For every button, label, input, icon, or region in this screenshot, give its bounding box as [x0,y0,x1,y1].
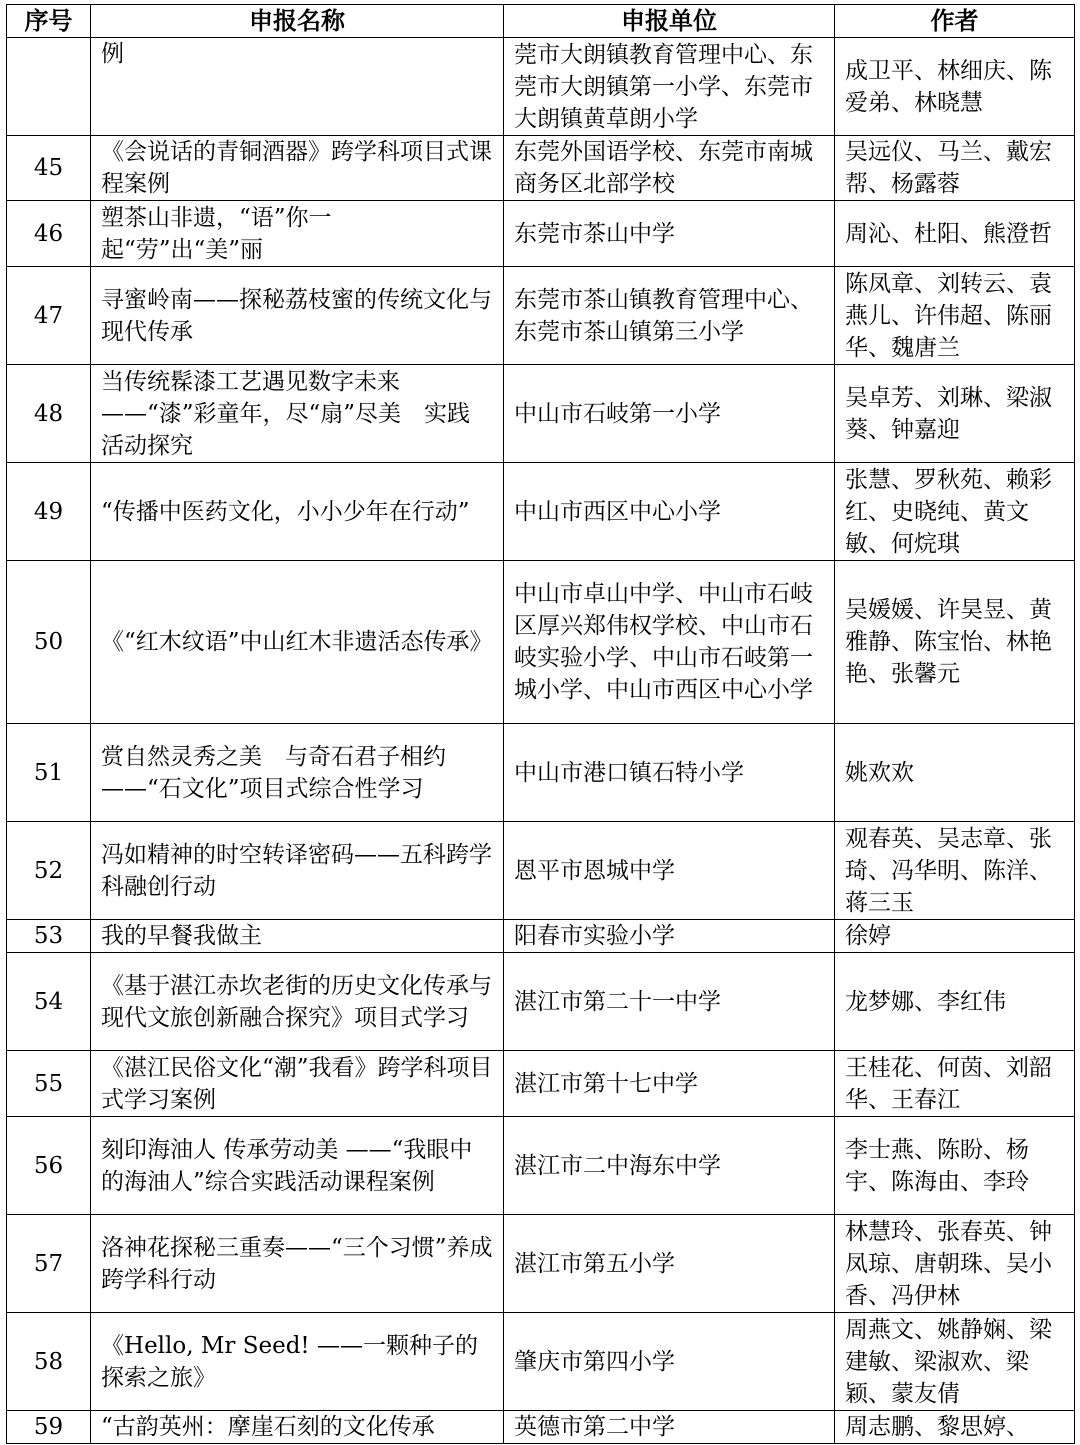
table-row [7,953,1075,1051]
row-unit: 湛江市二中海东中学 [504,1117,835,1215]
row-unit: 英德市第二中学 [504,1411,835,1444]
row-no: 48 [7,365,91,463]
row-author: 李士燕、陈盼、杨宇、陈海由、李玲 [835,1117,1075,1215]
row-author: 林慧玲、张春英、钟凤琼、唐朝珠、吴小香、冯伊林 [835,1215,1075,1313]
row-name: 《“红木纹语”中山红木非遗活态传承》 [91,561,504,724]
row-no: 45 [7,136,91,201]
row-author: 观春英、吴志章、张琦、冯华明、陈洋、蒋三玉 [835,822,1075,920]
row-name: 洛神花探秘三重奏——“三个习惯”养成跨学科行动 [91,1215,504,1313]
row-author: 周燕文、姚静娴、梁建敏、梁淑欢、梁颖、蒙友倩 [835,1313,1075,1411]
header-no: 序号 [7,5,91,38]
row-name: 《湛江民俗文化“潮”我看》跨学科项目式学习案例 [91,1051,504,1117]
row-unit: 中山市西区中心小学 [504,463,835,561]
header-author: 作者 [835,5,1075,38]
row-no: 54 [7,953,91,1051]
row-unit: 莞市大朗镇教育管理中心、东莞市大朗镇第一小学、东莞市大朗镇黄草朗小学 [504,38,835,136]
header-name: 申报名称 [91,5,504,38]
row-unit: 中山市石岐第一小学 [504,365,835,463]
table-row [7,822,1075,920]
row-no: 53 [7,920,91,953]
row-unit: 恩平市恩城中学 [504,822,835,920]
row-author: 成卫平、林细庆、陈爱弟、林晓慧 [835,38,1075,136]
row-name: 冯如精神的时空转译密码——五科跨学科融创行动 [91,822,504,920]
table-row [7,920,1075,953]
row-unit: 湛江市第五小学 [504,1215,835,1313]
table-row [7,38,1075,136]
award-list-table [6,4,1075,1444]
row-unit: 东莞市茶山中学 [504,201,835,267]
row-no: 49 [7,463,91,561]
table-row [7,1411,1075,1444]
table-row [7,1215,1075,1313]
row-no [7,38,91,136]
row-no: 51 [7,724,91,822]
row-name: 《基于湛江赤坎老街的历史文化传承与现代文旅创新融合探究》项目式学习 [91,953,504,1051]
table-row [7,1117,1075,1215]
row-no: 56 [7,1117,91,1215]
row-author: 王桂花、何茵、刘韶华、王春江 [835,1051,1075,1117]
row-no: 59 [7,1411,91,1444]
row-name: 例 [91,38,504,136]
row-name: 我的早餐我做主 [91,920,504,953]
row-unit: 肇庆市第四小学 [504,1313,835,1411]
row-no: 50 [7,561,91,724]
row-unit: 东莞外国语学校、东莞市南城商务区北部学校 [504,136,835,201]
row-name: 《Hello, Mr Seed! ——一颗种子的探索之旅》 [91,1313,504,1411]
row-author: 姚欢欢 [835,724,1075,822]
row-name: “传播中医药文化，小小少年在行动” [91,463,504,561]
table-row [7,136,1075,201]
row-no: 52 [7,822,91,920]
row-author: 周沁、杜阳、熊澄哲 [835,201,1075,267]
row-name: 塑茶山非遗，“语”你一起“劳”出“美”丽 [91,201,504,267]
row-no: 47 [7,267,91,365]
table-row [7,463,1075,561]
row-no: 55 [7,1051,91,1117]
row-name: 当传统髹漆工艺遇见数字未来——“漆”彩童年，尽“扇”尽美 实践活动探究 [91,365,504,463]
row-author: 陈凤章、刘转云、袁燕儿、许伟超、陈丽华、魏唐兰 [835,267,1075,365]
row-name: 刻印海油人 传承劳动美 ——“我眼中的海油人”综合实践活动课程案例 [91,1117,504,1215]
table-row [7,1313,1075,1411]
row-name: 寻蜜岭南——探秘荔枝蜜的传统文化与现代传承 [91,267,504,365]
table-row [7,267,1075,365]
row-author: 徐婷 [835,920,1075,953]
row-unit: 中山市港口镇石特小学 [504,724,835,822]
table-row [7,365,1075,463]
row-unit: 阳春市实验小学 [504,920,835,953]
row-author: 吴卓芳、刘琳、梁淑葵、钟嘉迎 [835,365,1075,463]
table-row [7,201,1075,267]
row-author: 吴远仪、马兰、戴宏帮、杨露蓉 [835,136,1075,201]
table-header-row [7,5,1075,38]
table-row [7,724,1075,822]
row-no: 58 [7,1313,91,1411]
row-author: 张慧、罗秋苑、赖彩红、史晓纯、黄文敏、何烷琪 [835,463,1075,561]
row-name: 赏自然灵秀之美 与奇石君子相约——“石文化”项目式综合性学习 [91,724,504,822]
row-author: 周志鹏、黎思婷、 [835,1411,1075,1444]
row-name: 《会说话的青铜酒器》跨学科项目式课程案例 [91,136,504,201]
row-unit: 中山市卓山中学、中山市石岐区厚兴郑伟权学校、中山市石岐实验小学、中山市石岐第一城小学、中山市西区中心小学 [504,561,835,724]
row-unit: 东莞市茶山镇教育管理中心、东莞市茶山镇第三小学 [504,267,835,365]
header-unit: 申报单位 [504,5,835,38]
row-unit: 湛江市第二十一中学 [504,953,835,1051]
row-author: 龙梦娜、李红伟 [835,953,1075,1051]
row-no: 46 [7,201,91,267]
row-name: “古韵英州：摩崖石刻的文化传承 [91,1411,504,1444]
row-no: 57 [7,1215,91,1313]
row-unit: 湛江市第十七中学 [504,1051,835,1117]
table-row [7,561,1075,724]
row-author: 吴媛媛、许昊昱、黄雅静、陈宝怡、林艳艳、张馨元 [835,561,1075,724]
table-row [7,1051,1075,1117]
